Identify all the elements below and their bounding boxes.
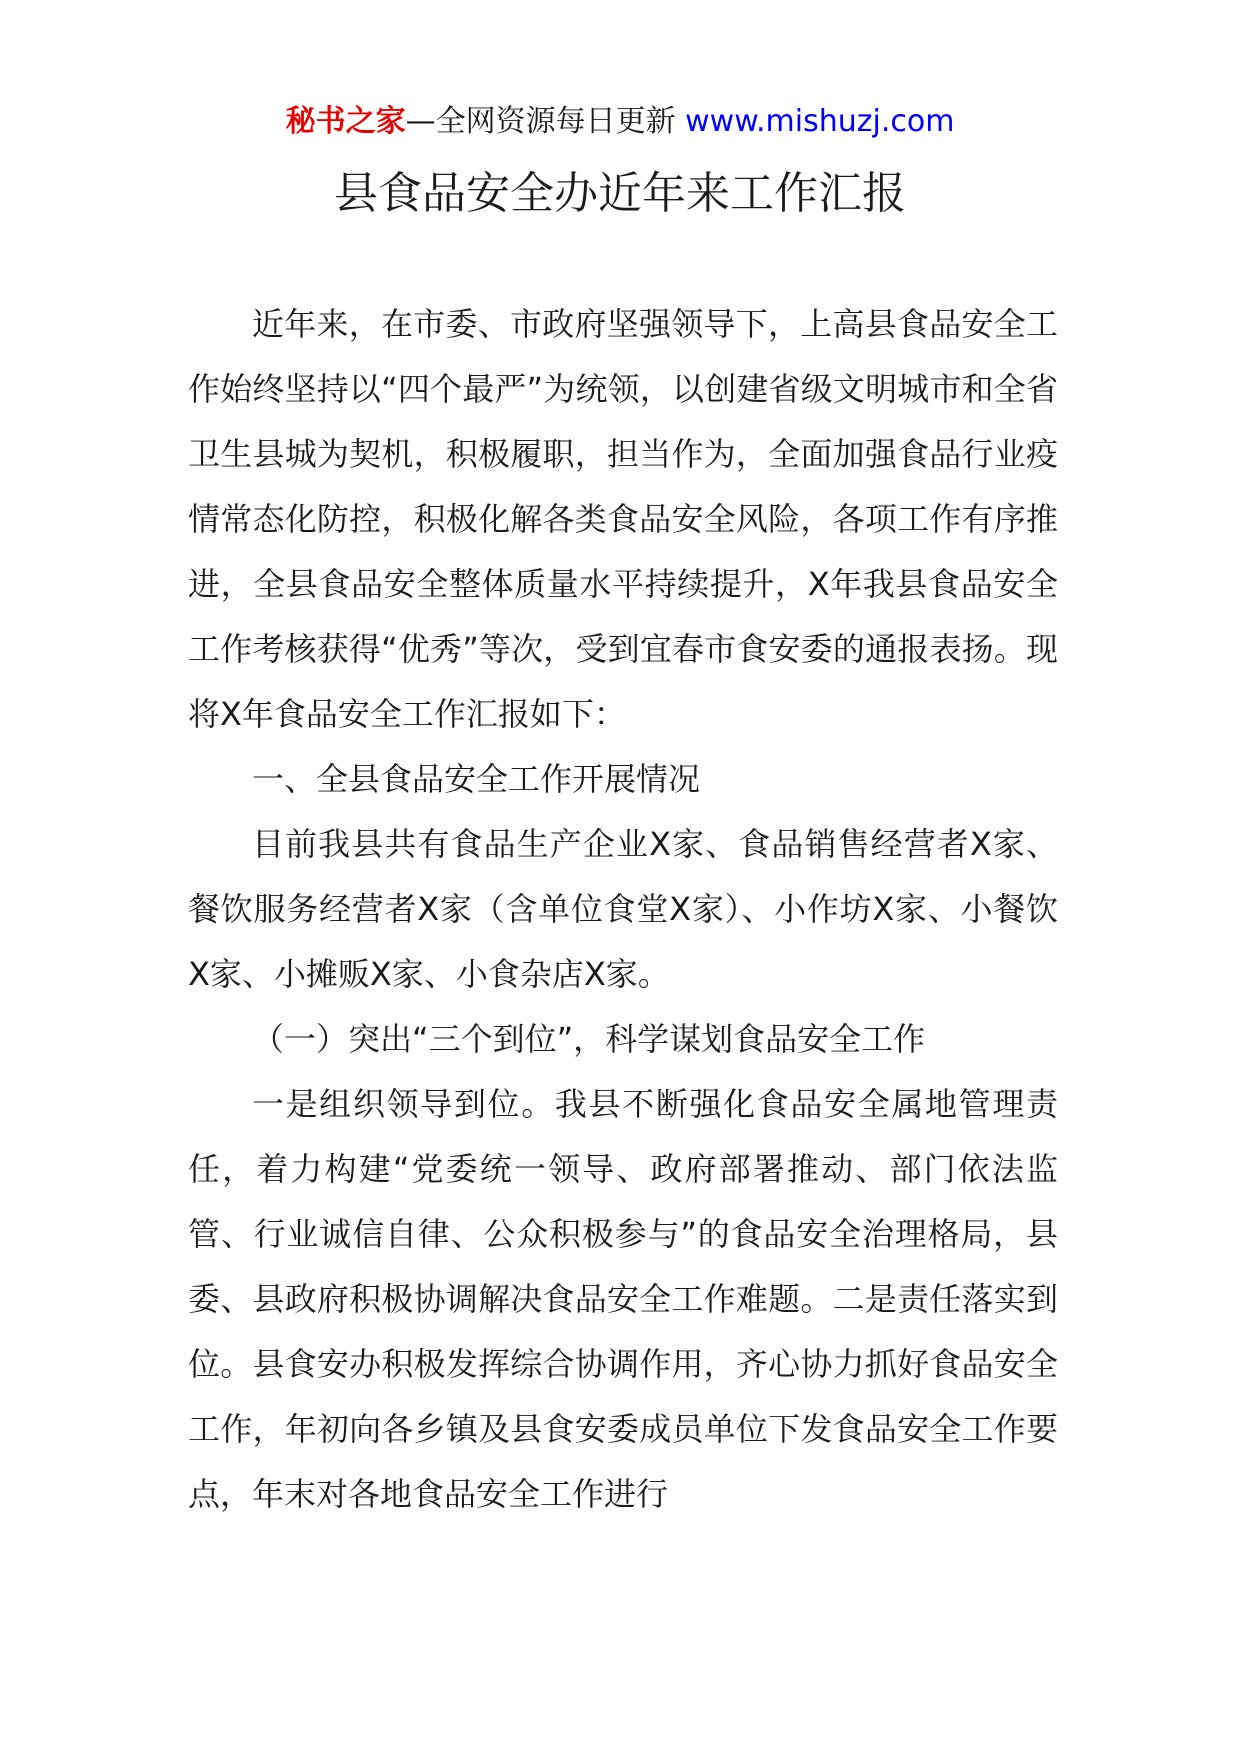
paragraph-overview: 目前我县共有食品生产企业X家、食品销售经营者X家、餐饮服务经营者X家（含单位食堂X家）、小作坊X家、小餐饮X家、小摊贩X家、小食杂店X家。 xyxy=(188,825,1058,993)
paragraph-organization: 一是组织领导到位。我县不断强化食品安全属地管理责任，着力构建“党委统一领导、政府部署推动、部门依法监管、行业诚信自律、公众积极参与”的食品安全治理格局，县委、县政府积极协调解决食品安全工作难题。二是责任落实到位。县食安办积极发挥综合协调作用，齐心协力抓好食品安全工作，年初向各乡镇及县食安委成员单位下发食品安全工作要点，年末对各地食品安全工作进行 xyxy=(188,1085,1058,1513)
document-title: 县食品安全办近年来工作汇报 xyxy=(334,168,906,219)
banner-url-link[interactable]: www.mishuzj.com xyxy=(685,104,955,139)
document-body xyxy=(188,292,1058,1527)
site-banner xyxy=(0,100,1240,144)
banner-slogan: —全网资源每日更新 xyxy=(405,104,676,139)
subsection-heading-1: （一）突出“三个到位”，科学谋划食品安全工作 xyxy=(252,1020,926,1058)
banner-brand: 秘书之家 xyxy=(285,104,406,139)
paragraph-intro: 近年来，在市委、市政府坚强领导下，上高县食品安全工作始终坚持以“四个最严”为统领，以创建省级文明城市和全省卫生县城为契机，积极履职，担当作为，全面加强食品行业疫情常态化防控，积极化解各类食品安全风险，各项工作有序推进，全县食品安全整体质量水平持续提升，X年我县食品安全工作考核获得“优秀”等次，受到宜春市食安委的通报表扬。现将X年食品安全工作汇报如下： xyxy=(188,305,1058,733)
section-heading-1: 一、全县食品安全工作开展情况 xyxy=(252,760,701,798)
